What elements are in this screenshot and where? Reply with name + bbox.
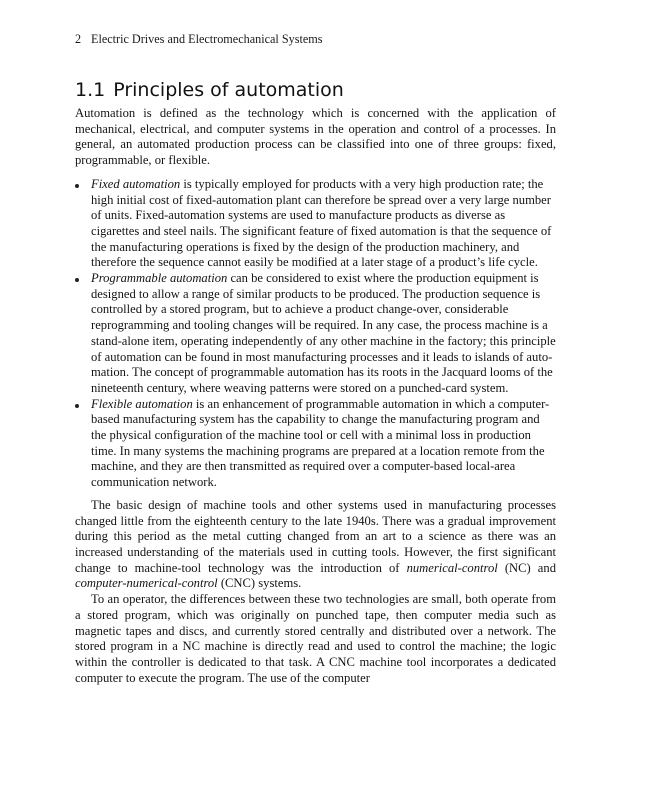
automation-types-list [75,177,556,491]
term-flexible-automation: Flexible automation [91,396,193,411]
list-item-flexible [75,397,556,491]
list-item-fixed [75,177,556,271]
paragraph-text: (NC) and [497,560,556,575]
list-item-programmable [75,271,556,397]
paragraph-text: The basic design of machine tools and other systems used in manufacturing processes changed little from the eighteenth century to the late 1940s. There was a gradual improvement during this period as the metal cutting changed from an art to a science as there was an increased understanding of the materials used in cutting tools. However, the first significant change to machine-tool technology was the introduction of [75,497,556,575]
page-number: 2 [75,32,82,46]
section-title: Principles of automation [113,79,344,101]
list-item-text: is typically employed for products with a very high production rate; the high initial cost of fixed-automation plant can therefore be spread over a very large number of units. Fixed-automation systems are used to manufacture products as diverse as cigarettes and steel nails. The significant feature of fixed automation is that the sequence of the manufacturing operations is fixed by the design of the production machinery, and therefore the sequence cannot easily be modified at a later stage of a product’s life cycle. [91,176,552,270]
machine-tool-history-paragraph [75,498,556,592]
bullet-icon [75,278,79,282]
list-item-text: is an enhancement of programmable automation in which a computer-based manufacturing system has the capability to change the manufacturing program and the physical configuration of the machine tool or cell with a minimal loss in production time. In many systems the machining programs are prepared at a location remote from the machine, and they are then transmitted as required over a computer-based local-area communication network. [91,396,550,490]
intro-paragraph: Automation is defined as the technology which is concerned with the application of mechanical, electrical, and computer systems in the operation and control of a processes. In general, an automated production process can be classified into one of three groups: fixed, programmable, or flexible. [75,106,556,168]
bullet-icon [75,404,79,408]
term-numerical-control: numerical-control [406,560,498,575]
term-programmable-automation: Programmable automation [91,271,228,286]
book-title: Electric Drives and Electromechanical Systems [91,32,323,46]
paragraph-text: (CNC) systems. [217,576,302,591]
running-head [75,31,555,47]
bullet-icon [75,184,79,188]
operator-paragraph: To an operator, the differences between these two technologies are small, both operate from a stored program, which was originally on punched tape, then computer media such as magnetic tapes and discs, and currently stored centrally and distributed over a network. The stored program in a NC machine is directly read and used to control the machine; the logic within the controller is dedicated to that task. A CNC machine tool incorporates a dedicated computer to execute the program. The use of the computer [75,592,556,685]
list-item-text: can be considered to exist where the production equipment is designed to allow a range of similar products to be produced. The production sequence is controlled by a stored program, but to achieve a product change-over, considerable reprogramming and tooling changes will be required. In any case, the process machine is a stand-alone item, operating independently of any other machine in the factory; this principle of automation can be found in most manufacturing processes and it leads to islands of automation. The concept of programmable automation has its roots in the Jacquard looms of the nineteenth century, where weaving patterns were stored on a punched-card system. [91,271,556,395]
section-heading [75,78,555,102]
section-number: 1.1 [75,79,106,101]
term-fixed-automation: Fixed automation [91,176,181,191]
body-text [75,106,556,686]
term-computer-numerical-control: computer-numerical-control [75,576,218,591]
